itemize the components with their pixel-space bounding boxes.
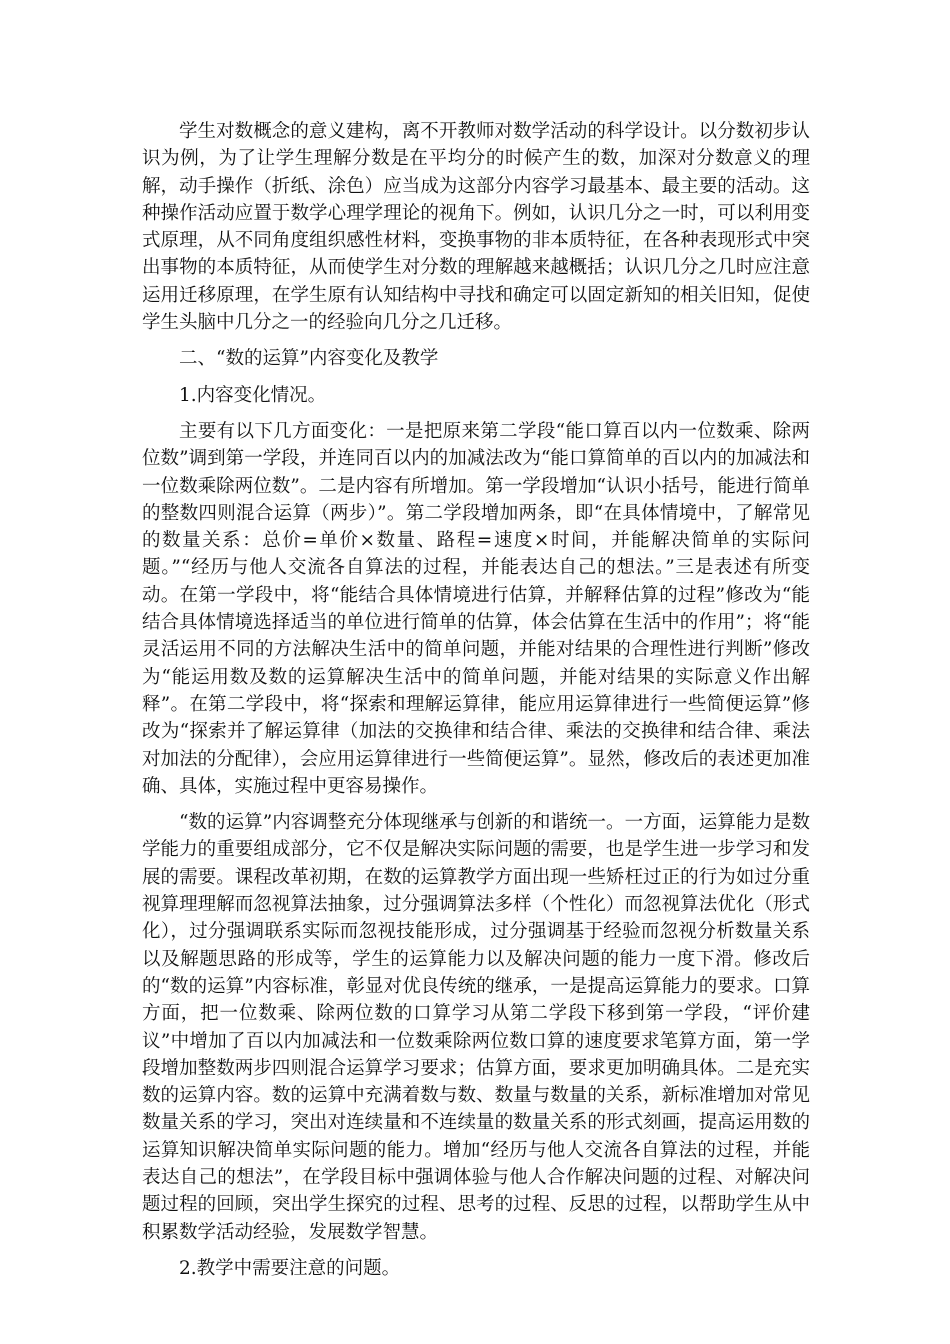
subsection-heading-teaching-issues: 2.教学中需要注意的问题。 — [179, 1257, 401, 1279]
subsection-heading-content-changes: 1.内容变化情况。 — [179, 384, 327, 406]
document-body — [142, 118, 810, 1282]
paragraph-content-changes: 主要有以下几方面变化：一是把原来第二学段“能口算百以内一位数乘、除两位数”调到第一学段，并连同百以内的加减法改为“能口算简单的百以内的加减法和一位数乘除两位数”。二是内容有所增加。第一学段增加“认识小括号，能进行简单的整数四则混合运算（两步）”。第二学段增加两条，即“在具体情境中，了解常见的数量关系：总价=单价×数量、路程=速度×时间，并能解决简单的实际问题。”“经历与他人交流各自算法的过程，并能表达自己的想法。”三是表述有所变动。在第一学段中，将“能结合具体情境进行估算，并解释估算的过程”修改为“能结合具体情境选择适当的单位进行简单的估算，体会估算在生活中的作用”；将“能灵活运用不同的方法解决生活中的简单问题，并能对结果的合理性进行判断”修改为“能运用数及数的运算解决生活中的简单问题，并能对结果的实际意义作出解释”。在第二学段中，将“探索和理解运算律，能应用运算律进行一些简便运算”修改为“探索并了解运算律（加法的交换律和结合律、乘法的交换律和结合律、乘法对加法的分配律），会应用运算律进行一些简便运算”。显然，修改后的表述更加准确、具体，实施过程中更容易操作。 — [142, 420, 810, 797]
section-heading-number-operations: 二、“数的运算”内容变化及教学 — [179, 348, 439, 370]
paragraph-inheritance-innovation: “数的运算”内容调整充分体现继承与创新的和谐统一。一方面，运算能力是数学能力的重要组成部分，它不仅是解决实际问题的需要，也是学生进一步学习和发展的需要。课程改革初期，在数的运算教学方面出现一些矫枉过正的行为如过分重视算理理解而忽视算法抽象，过分强调算法多样（个性化）而忽视算法优化（形式化），过分强调联系实际而忽视技能形成，过分强调基于经验而忽视分析数量关系以及解题思路的形成等，学生的运算能力以及解决问题的能力一度下滑。修改后的“数的运算”内容标准，彰显对优良传统的继承，一是提高运算能力的要求。口算方面，把一位数乘、除两位数的口算学习从第二学段下移到第一学段，“评价建议”中增加了百以内加减法和一位数乘除两位数口算的速度要求笔算方面，第一学段增加整数两步四则混合运算学习要求；估算方面，要求更加明确具体。二是充实数的运算内容。数的运算中充满着数与数、数量与数量的关系，新标准增加对常见数量关系的学习，突出对连续量和不连续量的数量关系的形式刻画，提高运用数的运算知识解决简单实际问题的能力。增加“经历与他人交流各自算法的过程，并能表达自己的想法”，在学段目标中强调体验与他人合作解决问题的过程、对解决问题过程的回顾，突出学生探究的过程、思考的过程、反思的过程，以帮助学生从中积累数学活动经验，发展数学智慧。 — [142, 812, 810, 1243]
paragraph-fraction-concept: 学生对数概念的意义建构，离不开教师对数学活动的科学设计。以分数初步认识为例，为了让学生理解分数是在平均分的时候产生的数，加深对分数意义的理解，动手操作（折纸、涂色）应当成为这部分内容学习最基本、最主要的活动。这种操作活动应置于数学心理学理论的视角下。例如，认识几分之一时，可以利用变式原理，从不同角度组织感性材料，变换事物的非本质特征，在各种表现形式中突出事物的本质特征，从而使学生对分数的理解越来越概括；认识几分之几时应注意运用迁移原理，在学生原有认知结构中寻找和确定可以固定新知的相关旧知，促使学生头脑中几分之一的经验向几分之几迁移。 — [142, 121, 810, 334]
